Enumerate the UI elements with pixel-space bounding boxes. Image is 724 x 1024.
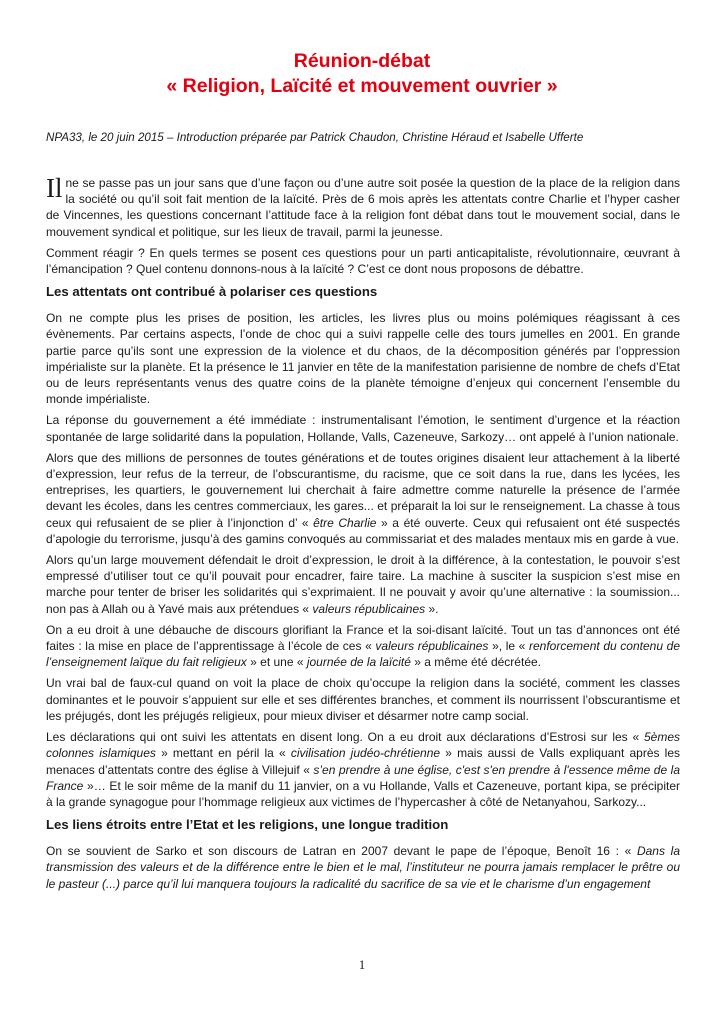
section1-paragraph-3 [46,450,680,547]
section1-paragraph-1: On ne compte plus les prises de position, les articles, les livres plus ou moins polémiques réagissant à ces évènements. Par certains aspects, l’onde de choc qui a suivi rappelle celle des tours jumelles en 2001. En grande partie parce qu’ils sont une expression de la violence et du chaos, de la décomposition générés par l’oppression impérialiste sur la planète. Et la présence le 11 janvier en tête de la manifestation parisienne de nombre de chefs d’Etat ou de leurs représentants venus des quatre coins de la planète témoigne d’enjeux qui concernent l’ensemble du monde impérialiste. [46,311,680,407]
text-span: Alors qu’un large mouvement défendait le droit d’expression, le droit à la différence, à la contestation, le pouvoir s’est empressé d’utiliser tout ce qu’il pouvait pour encadrer, faire taire. La machine à susciter la suspicion s’est mise en marche pour tenter de briser les solidarités qui s’exprimaient. Il ne pouvait y avoir qu’une alternative : la soumission... non pas à Allah ou à Yavé mais aux prétendues « [46,553,680,616]
italic-quote: renforcement du contenu de l’enseignement laïque du fait religieux [46,639,680,670]
document-title: Réunion-débat [293,50,431,72]
intro-paragraph-1-text: ne se passe pas un jour sans que d’une façon ou d’une autre soit posée la question de la place de la religion dans la société ou qu’il soit fait mention de la laïcité. Près de 6 mois après les attentats contre Charlie et l’hyper casher de Vincennes, les questions concernant l’attitude face à la religion font débat dans tout le mouvement social, dans le mouvement syndical et politique, sur les lieux de travail, parmi la jeunesse. [46,176,680,239]
italic-quote: valeurs républicaines [312,601,426,616]
text-span: »… Et le soir même de la manif du 11 janvier, on a vu Hollande, Valls et Cazeneuve, portant kipa, se précipiter à la grande synagogue pour l’hommage religieux aux victimes de l’hypercasher à côté de Netanyahou, Sarkozy... [46,778,680,809]
text-span: » mettant en péril la « [155,746,291,761]
text-span: » mais aussi de Valls expliquant après les menaces d’attentats contre des église à Villejuif « [46,746,681,777]
text-span: Alors que des millions de personnes de toutes générations et de toutes origines disaient leur attachement à la liberté d’expression, leur refus de la terreur, de l’obscurantisme, du racisme, que ce soit dans la rue, dans les lycées, les entreprises, les quartiers, le gouvernement lui cherchait à faire admettre comme naturelle la présence de l’armée devant les écoles, dans les centres commerciaux, les gares... et préparait la loi sur le renseignement. La chasse à tous ceux qui refusaient de se plier à l’injonction d’ « [46,450,680,530]
section-heading-attentats: Les attentats ont contribué à polariser ces questions [46,284,378,300]
italic-quote: 5èmes colonnes islamiques [46,730,680,761]
italic-quote: être Charlie [313,515,377,530]
text-span: » et une « [246,655,307,670]
text-span: », le « [488,639,529,654]
italic-quote: journée de la laïcité [306,655,411,670]
italic-quote: s’en prendre à une église, c'est s'en prendre à l'essence même de la France [46,762,680,793]
section1-paragraph-5 [46,622,680,671]
text-span: On a eu droit à une débauche de discours glorifiant la France et la soi-disant laïcité. Tout un tas d’annonces ont été faites : la mise en place de l’apprentissage à l’école de ces « [46,622,680,654]
intro-paragraph-1 [46,175,680,240]
document-subtitle: « Religion, Laïcité et mouvement ouvrier » [166,75,558,97]
section2-paragraph-1 [46,843,680,892]
drop-cap: Il [46,173,63,203]
text-span: Les déclarations qui ont suivi les attentats en disent long. On a eu droit aux déclarations d’Estrosi sur les « [46,730,644,745]
text-span: On se souvient de Sarko et son discours de Latran en 2007 devant le pape de l’époque, Benoît 16 : « [46,844,637,859]
intro-paragraph-2: Comment réagir ? En quels termes se posent ces questions pour un parti anticapitaliste, révolutionnaire, œuvrant à l’émancipation ? Quel contenu donnons-nous à la laïcité ? C’est ce dont nous proposons de débattre. [46,245,680,277]
section1-paragraph-2: La réponse du gouvernement a été immédiate : instrumentalisant l’émotion, le sentiment d’urgence et la réaction spontanée de large solidarité dans la population, Hollande, Valls, Cazeneuve, Sarkozy… ont appelé à l’union nationale. [46,413,680,444]
document-meta: NPA33, le 20 juin 2015 – Introduction préparée par Patrick Chaudon, Christine Héraud et Isabelle Ufferte [46,131,584,144]
text-span: » a même été décrétée. [410,655,541,670]
text-span: » a été ouverte. Ceux qui refusaient ont été suspectés d’apologie du terrorisme, jusqu’à des gamins convoqués au commissariat et des malades mentaux mis en garde à vue. [46,515,681,546]
section1-paragraph-4 [46,552,680,617]
section-heading-etat-religions: Les liens étroits entre l’Etat et les religions, une longue tradition [46,817,449,833]
italic-quote: Dans la transmission des valeurs et de la différence entre le bien et le mal, l’instituteur ne pourra jamais remplacer le prêtre ou le pasteur (...) parce qu’il lui manquera toujours la radicalité du sacrifice de sa vie et le charisme d’un engagement [46,844,681,891]
document-body [46,175,680,897]
section1-paragraph-7 [46,729,680,810]
page-number: 1 [358,957,366,972]
section1-paragraph-6: Un vrai bal de faux-cul quand on voit la place de choix qu’occupe la religion dans la société, comment les classes dominantes et le pouvoir s’appuient sur elle et ses différentes branches, et comment ils nourrissent l’obscurantisme et les préjugés, dont les préjugés religieux, pour mieux diviser et désarmer notre camp social. [46,676,680,723]
italic-quote: civilisation judéo-chrétienne [290,746,441,761]
text-span: ». [425,601,439,616]
italic-quote: valeurs républicaines [375,639,489,654]
